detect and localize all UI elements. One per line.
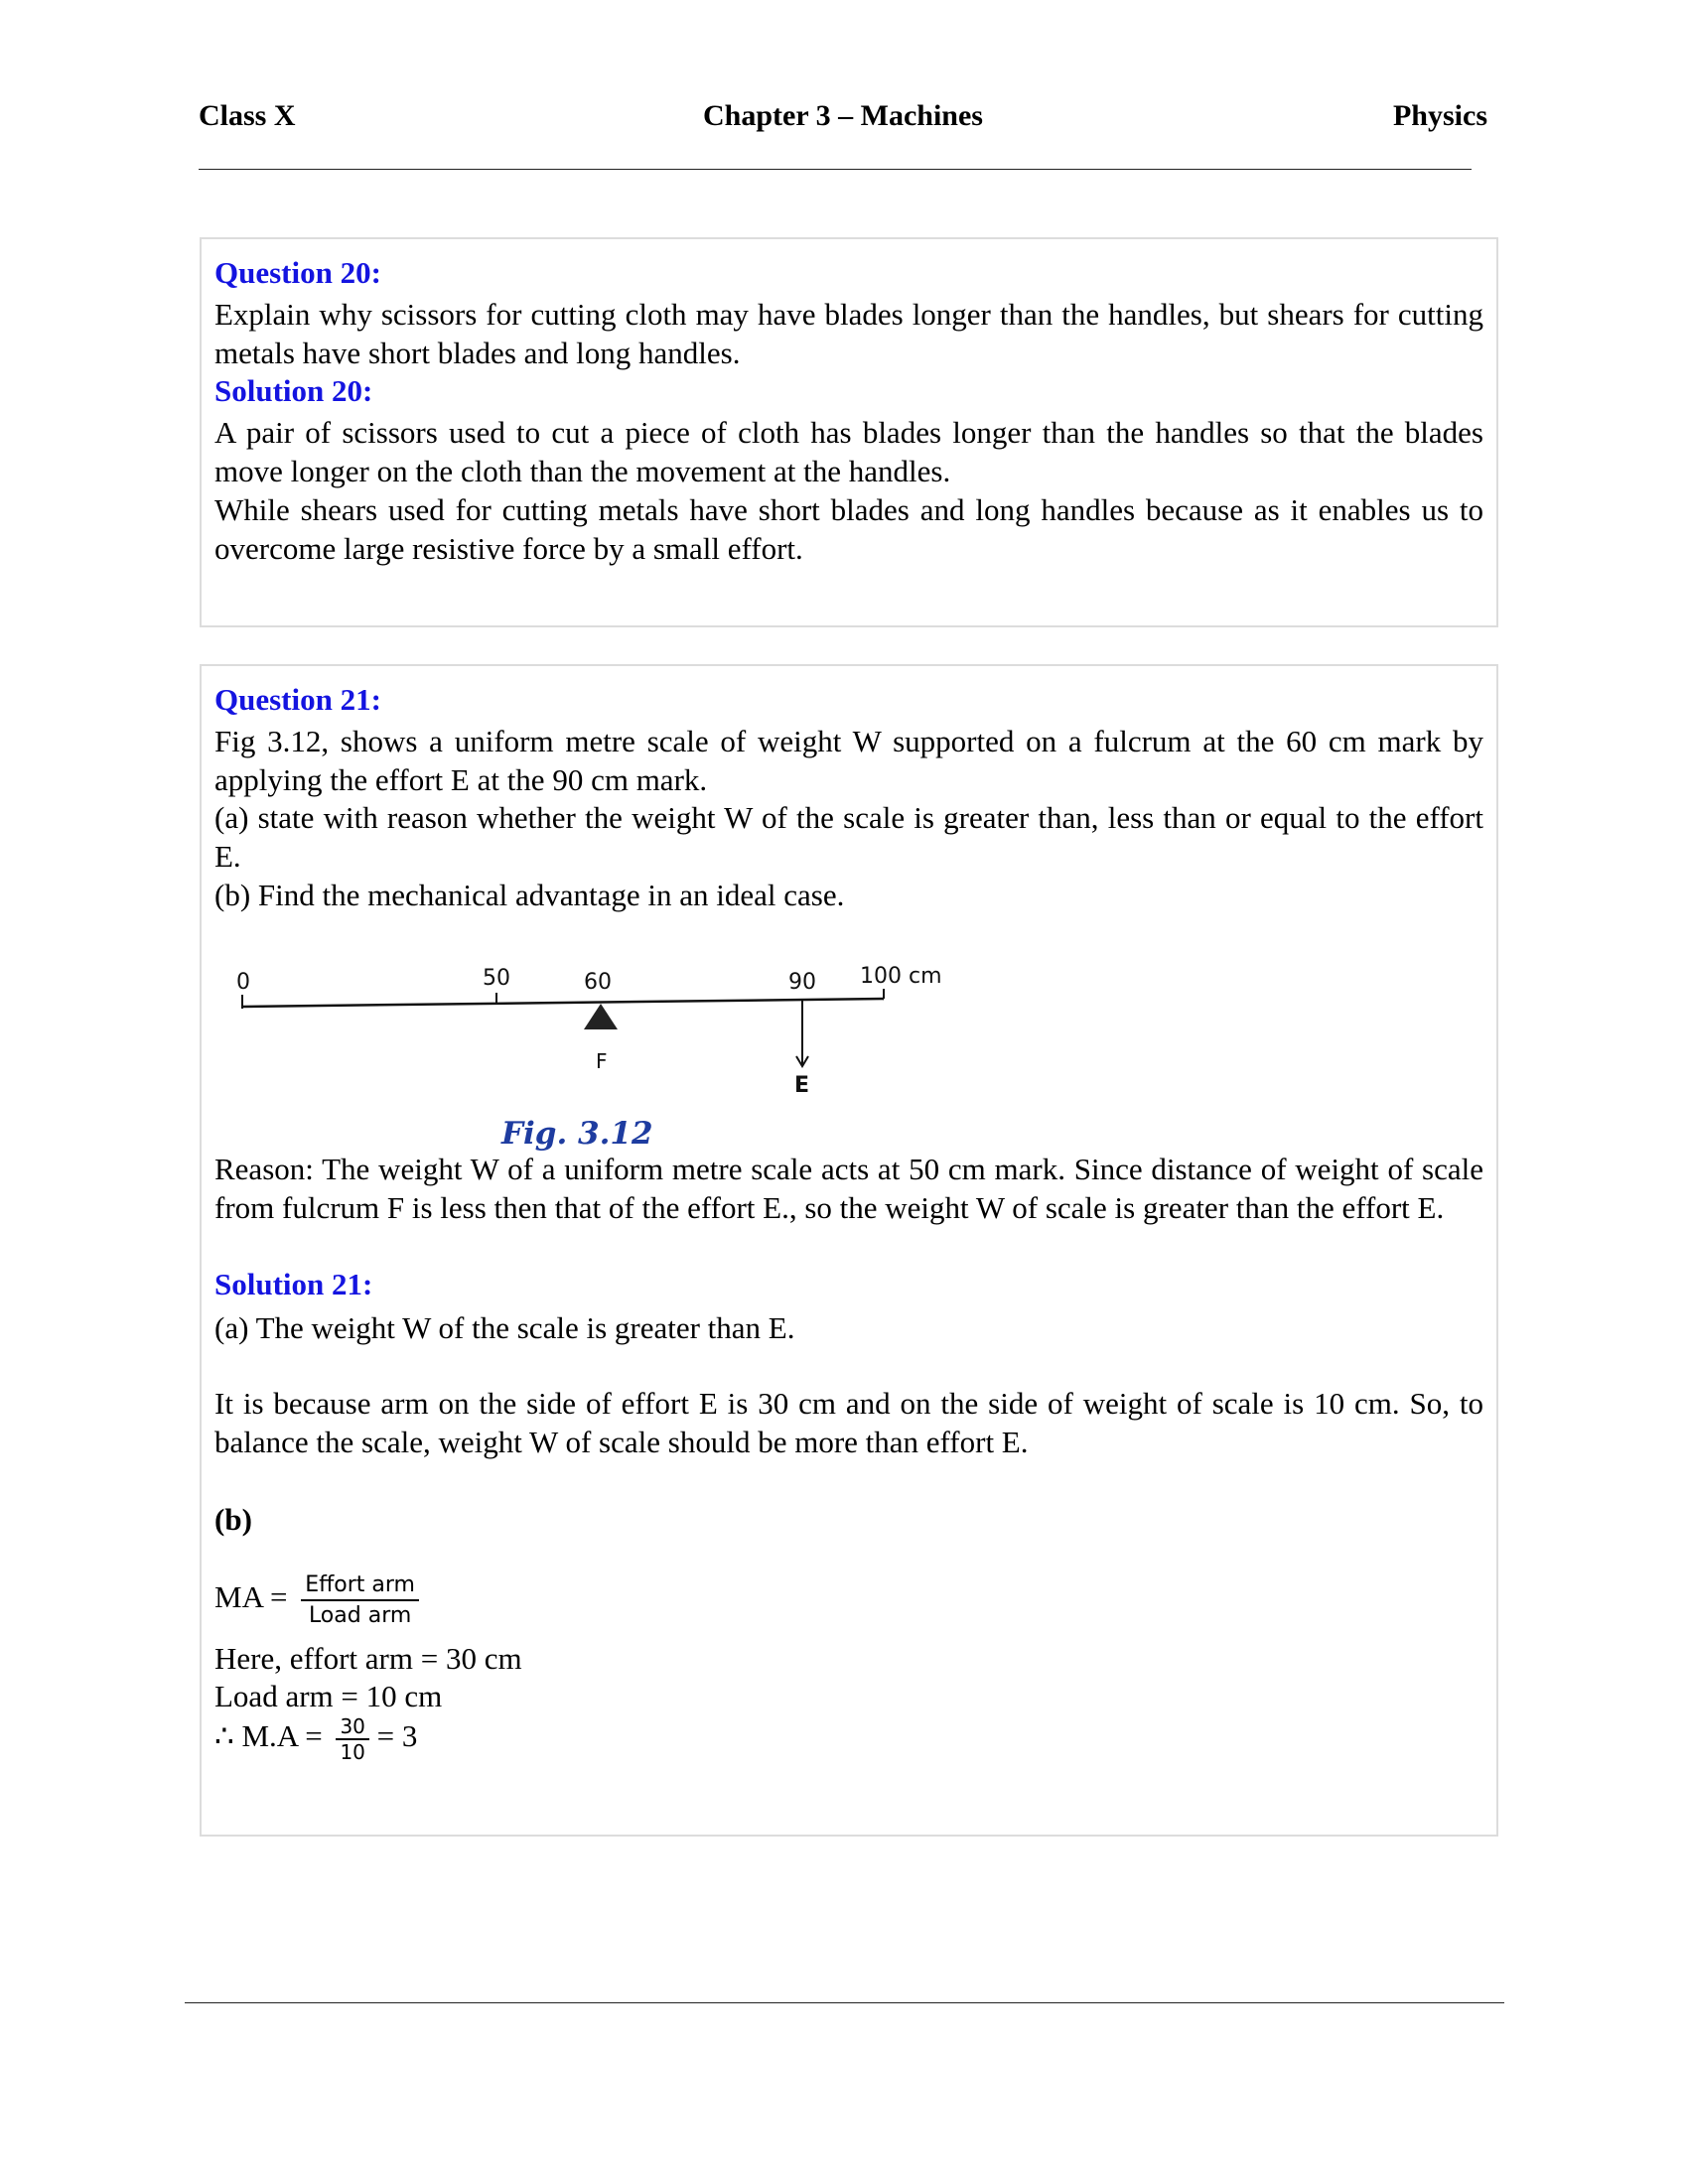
effort-label: E xyxy=(794,1073,810,1098)
metre-scale-bar xyxy=(242,999,884,1007)
header-divider xyxy=(199,169,1472,170)
reason-paragraph: Reason: The weight W of a uniform metre scale acts at 50 cm mark. Since distance of weight of scale from fulcrum F is less then that of the effort E., so the weight W of scale is greater than the effort E. xyxy=(214,1152,1483,1225)
header-class: Class X xyxy=(199,99,296,132)
ma-result-numerator: 30 xyxy=(336,1714,368,1740)
ma-fraction xyxy=(301,1570,419,1630)
solution-21-part-a: (a) The weight W of the scale is greater than E. xyxy=(214,1310,795,1345)
question-21-part-b: (b) Find the mechanical advantage in an ideal case. xyxy=(214,878,845,912)
tick-label-100: 100 cm xyxy=(860,964,942,989)
ma-result-denominator: 10 xyxy=(340,1740,365,1764)
footer-divider xyxy=(185,2002,1504,2003)
ma-denominator: Load arm xyxy=(308,1603,412,1628)
tick-label-50: 50 xyxy=(483,966,510,991)
ma-numerator: Effort arm xyxy=(301,1570,419,1601)
solution-20-paragraph-1: A pair of scissors used to cut a piece of cloth has blades longer than the handles so that the blades move longer on the cloth than the movement at the handles. xyxy=(214,415,1483,488)
figure-caption: Fig. 3.12 xyxy=(501,1116,653,1152)
question-20-text: Explain why scissors for cutting cloth may have blades longer than the handles, but shears for cutting metals have short blades and long handles. xyxy=(214,297,1483,370)
header-subject: Physics xyxy=(1392,99,1487,132)
fulcrum-label: F xyxy=(596,1049,608,1073)
load-arm-line: Load arm = 10 cm xyxy=(214,1679,443,1713)
question-21-text: Fig 3.12, shows a uniform metre scale of weight W supported on a fulcrum at the 60 cm mark by applying the effort E at the 90 cm mark. xyxy=(214,724,1483,797)
ma-result-lhs: ∴ M.A = xyxy=(214,1718,323,1754)
tick-label-0: 0 xyxy=(236,970,250,995)
solution-21-part-b-label: (b) xyxy=(214,1502,252,1537)
tick-label-60: 60 xyxy=(584,970,612,995)
question-21-part-a: (a) state with reason whether the weight W of the scale is greater than, less than or equal to the effort E. xyxy=(214,800,1483,874)
ma-formula xyxy=(214,1570,419,1630)
question-21-label: Question 21: xyxy=(214,682,381,717)
ma-result xyxy=(214,1714,417,1764)
ma-result-fraction xyxy=(336,1714,368,1764)
ma-result-rhs: = 3 xyxy=(376,1718,418,1754)
solution-20-paragraph-2: While shears used for cutting metals have short blades and long handles because as it enables us to overcome large resistive force by a small effort. xyxy=(214,492,1483,566)
solution-21-explanation: It is because arm on the side of effort E is 30 cm and on the side of weight of scale is 10 cm. So, to balance the scale, weight W of scale should be more than effort E. xyxy=(214,1386,1483,1459)
solution-20-label: Solution 20: xyxy=(214,373,373,408)
fulcrum-triangle xyxy=(584,1004,618,1029)
question-20-label: Question 20: xyxy=(214,255,381,290)
tick-label-90: 90 xyxy=(788,970,816,995)
effort-arm-line: Here, effort arm = 30 cm xyxy=(214,1641,522,1676)
header-chapter-title: Chapter 3 – Machines xyxy=(703,99,983,132)
ma-formula-lhs: MA = xyxy=(214,1579,288,1615)
solution-21-label: Solution 21: xyxy=(214,1267,373,1301)
page-header xyxy=(199,99,1487,139)
